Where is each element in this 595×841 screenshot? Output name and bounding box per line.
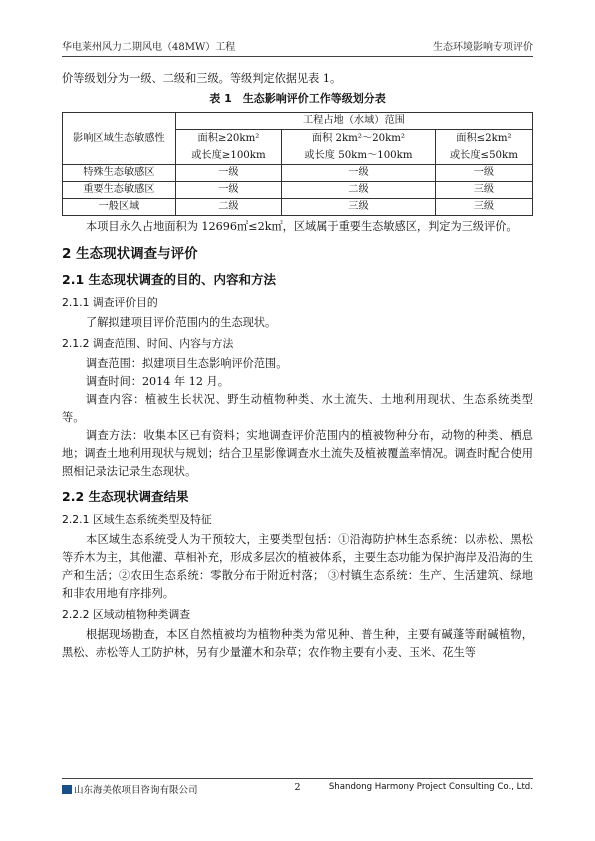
footer-company: 山东海美侬项目咨询有限公司 bbox=[74, 785, 198, 796]
section-heading: 2 生态现状调查与评价 bbox=[62, 246, 198, 262]
paragraph: 了解拟建项目评价范围内的生态现状。 bbox=[86, 316, 277, 329]
paragraph: 调查时间：2014 年 12 月。 bbox=[86, 375, 229, 388]
header-divider bbox=[62, 56, 533, 57]
row-label-cell: 重要生态敏感区 bbox=[63, 182, 176, 199]
table-row bbox=[63, 165, 533, 182]
paragraph: 调查范围：拟建项目生态影响评价范围。 bbox=[86, 357, 288, 370]
assessment-conclusion: 本项目永久占地面积为 12696㎡≤2k㎡，区域属于重要生态敏感区，判定为三级评价。 bbox=[86, 220, 518, 233]
table-caption: 表 1 生态影响评价工作等级划分表 bbox=[209, 92, 386, 105]
paragraph: 根据现场勘查，本区自然植被均为植物种类为常见种、普生种，主要有碱蓬等耐碱植物，黑松、赤松等人工防护林，另有少量灌木和杂草；农作物主要有小麦、玉米、花生等 bbox=[62, 628, 533, 659]
subsection-heading: 2.1 生态现状调查的目的、内容和方法 bbox=[62, 272, 276, 287]
subsection-heading: 2.2 生态现状调查结果 bbox=[62, 489, 189, 504]
column-header-cell: 面积 2km²～20km² 或长度 50km～100km bbox=[282, 130, 436, 165]
subsubsection-heading: 2.2.1 区域生态系统类型及特征 bbox=[62, 513, 212, 526]
column-header-cell: 面积≥20km² 或长度≥100km bbox=[175, 130, 281, 165]
header-project-title: 华电莱州风力二期风电（48MW）工程 bbox=[62, 42, 236, 53]
table-cell: 一级 bbox=[175, 165, 281, 182]
table-cell: 二级 bbox=[282, 182, 436, 199]
row-label-cell: 特殊生态敏感区 bbox=[63, 165, 176, 182]
table-row bbox=[63, 199, 533, 216]
table-row bbox=[63, 182, 533, 199]
page-header bbox=[62, 38, 533, 52]
page-body bbox=[62, 70, 533, 662]
table-cell: 一级 bbox=[175, 182, 281, 199]
page-footer bbox=[62, 782, 533, 796]
table-cell: 一级 bbox=[282, 165, 436, 182]
subsubsection-heading: 2.1.2 调查范围、时间、内容与方法 bbox=[62, 337, 234, 350]
header-report-title: 生态环境影响专项评价 bbox=[433, 42, 533, 53]
row-header-cell: 影响区域生态敏感性 bbox=[63, 113, 176, 165]
table-header-row bbox=[63, 113, 533, 130]
page-number: 2 bbox=[294, 782, 301, 793]
table-cell: 一级 bbox=[435, 165, 532, 182]
subsubsection-heading: 2.2.2 区域动植物种类调查 bbox=[62, 608, 191, 621]
paragraph: 调查方法：收集本区已有资料；实地调查评价范围内的植被物种分布，动物的种类、栖息地；调查土地利用现状与规划；结合卫星影像调查水土流失及植被覆盖率情况。调查时配合使用照相记录法记录生态现状。 bbox=[62, 429, 533, 478]
table-cell: 三级 bbox=[435, 199, 532, 216]
footer-divider bbox=[62, 778, 533, 779]
paragraph: 调查内容：植被生长状况、野生动植物种类、水土流失、土地利用现状、生态系统类型等。 bbox=[62, 393, 533, 424]
group-header-cell: 工程占地（水域）范围 bbox=[175, 113, 532, 130]
row-label-cell: 一般区域 bbox=[63, 199, 176, 216]
grading-table bbox=[62, 112, 533, 216]
subsubsection-heading: 2.1.1 调查评价目的 bbox=[62, 296, 158, 309]
footer-company-english: Shandong Harmony Project Consulting Co., Ltd. bbox=[328, 782, 533, 792]
intro-paragraph: 价等级划分为一级、二级和三级。等级判定依据见表 1。 bbox=[62, 72, 342, 85]
column-header-cell: 面积≤2km² 或长度≤50km bbox=[435, 130, 532, 165]
table-cell: 二级 bbox=[175, 199, 281, 216]
table-cell: 三级 bbox=[435, 182, 532, 199]
table-cell: 三级 bbox=[282, 199, 436, 216]
paragraph: 本区域生态系统受人为干预较大，主要类型包括：①沿海防护林生态系统：以赤松、黑松等乔木为主，其他灌、草相补充，形成多层次的植被体系，主要生态功能为保护海岸及沿海的生产和生活；②农田生态系统：零散分布于附近村落； ③村镇生态系统：生产、生活建筑、绿地和非农用地有序排列。 bbox=[62, 533, 533, 600]
